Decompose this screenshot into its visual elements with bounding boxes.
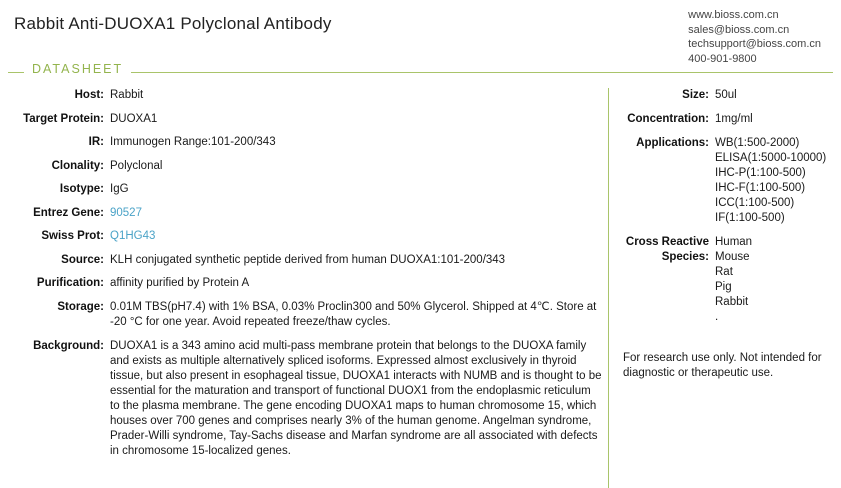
species-item: Human [715, 236, 753, 248]
field-swiss-prot-label: Swiss Prot: [41, 230, 104, 242]
field-size-value: 50ul [715, 89, 737, 101]
field-background-value: DUOXA1 is a 343 amino acid multi-pass membrane protein that belongs to the DUOXA family and exists as multiple alternatively spliced isoforms. Expressed almost exclusively in thyroid tissue, but also present in esophageal tissue, DUOXA1 interacts with NUMB and is thought to be essential for the maturation and transport of functional DUOX1 from the endoplasmic reticulum to the plasma membrane. The gene encoding DUOXA1 maps to human chromosome 15, which houses over 700 genes and comprises nearly 3% of the human genome. Angelman syndrome, Prader-Willi syndrome, Tay-Sachs disease and Marfan syndrome are all associated with defects in chromosome 15-localized genes. [110, 339, 602, 457]
left-column [0, 88, 608, 488]
species-item: Rat [715, 266, 733, 278]
field-concentration [623, 112, 841, 127]
page-title: Rabbit Anti-DUOXA1 Polyclonal Antibody [14, 14, 332, 33]
species-item: Rabbit [715, 296, 749, 308]
contact-website: www.bioss.com.cn [688, 9, 779, 21]
cross-reactive-species-list [715, 235, 841, 325]
field-storage-value: 0.01M TBS(pH7.4) with 1% BSA, 0.03% Proclin300 and 50% Glycerol. Shipped at 4℃. Store at -20 °C for one year. Avoid repeated freeze/thaw cycles. [110, 300, 597, 328]
cross-reactive-label-line1: Cross Reactive [625, 236, 709, 248]
field-applications [623, 136, 841, 226]
application-item: ICC(1:100-500) [715, 197, 795, 209]
field-host-value: Rabbit [110, 89, 144, 101]
contact-support-email: techsupport@bioss.com.cn [688, 38, 821, 50]
field-size [623, 88, 841, 103]
field-storage-label: Storage: [57, 300, 104, 313]
content-columns [0, 82, 841, 488]
field-ir-label: IR: [88, 136, 104, 148]
field-source-label: Source: [61, 253, 104, 266]
contact-phone: 400-901-9800 [688, 52, 757, 65]
field-purification-value: affinity purified by Protein A [110, 277, 250, 289]
field-target-protein [2, 112, 608, 127]
application-item: IHC-F(1:100-500) [715, 182, 806, 194]
field-clonality-label: Clonality: [51, 159, 104, 172]
field-size-label: Size: [682, 89, 709, 101]
application-item: IF(1:100-500) [715, 212, 785, 224]
page-header [0, 0, 841, 65]
field-source [2, 253, 608, 268]
applications-list [715, 136, 841, 226]
field-concentration-value: 1mg/ml [715, 113, 753, 125]
field-purification-label: Purification: [36, 277, 104, 289]
field-concentration-label: Concentration: [627, 113, 709, 125]
field-cross-reactive-species [623, 235, 841, 325]
field-entrez-gene-label: Entrez Gene: [33, 206, 104, 219]
field-background-label: Background: [33, 339, 104, 352]
field-clonality [2, 159, 608, 174]
field-host-label: Host: [74, 89, 104, 101]
field-isotype-value: IgG [110, 183, 129, 195]
species-item: Mouse [715, 251, 750, 263]
field-applications-label: Applications: [636, 137, 709, 149]
field-source-value: KLH conjugated synthetic peptide derived from human DUOXA1:101-200/343 [110, 253, 506, 266]
field-isotype-label: Isotype: [59, 183, 104, 195]
field-storage [2, 300, 608, 330]
band-rule [8, 72, 833, 73]
contact-block [688, 8, 827, 66]
species-item: . [715, 311, 719, 323]
field-host [2, 88, 608, 103]
field-clonality-value: Polyclonal [110, 159, 163, 172]
research-use-note: For research use only. Not intended for diagnostic or therapeutic use. [623, 352, 822, 379]
field-ir-value: Immunogen Range:101-200/343 [110, 136, 276, 148]
entrez-gene-link[interactable]: 90527 [110, 206, 142, 219]
field-isotype [2, 182, 608, 197]
application-item: IHC-P(1:100-500) [715, 167, 806, 179]
field-swiss-prot [2, 229, 608, 244]
field-target-protein-value: DUOXA1 [110, 112, 158, 125]
application-item: ELISA(1:5000-10000) [715, 152, 827, 164]
swiss-prot-link[interactable]: Q1HG43 [110, 230, 156, 242]
contact-sales-email: sales@bioss.com.cn [688, 23, 790, 36]
field-ir [2, 135, 608, 150]
datasheet-label: DATASHEET [24, 62, 131, 76]
application-item: WB(1:500-2000) [715, 137, 800, 149]
field-entrez-gene [2, 206, 608, 221]
datasheet-band [8, 62, 833, 82]
right-column [609, 88, 841, 488]
cross-reactive-label-line2: Species: [661, 251, 709, 263]
field-target-protein-label: Target Protein: [23, 112, 104, 125]
field-purification [2, 276, 608, 291]
species-item: Pig [715, 281, 732, 293]
field-cross-reactive-species-label [623, 235, 715, 265]
field-background [2, 339, 608, 459]
